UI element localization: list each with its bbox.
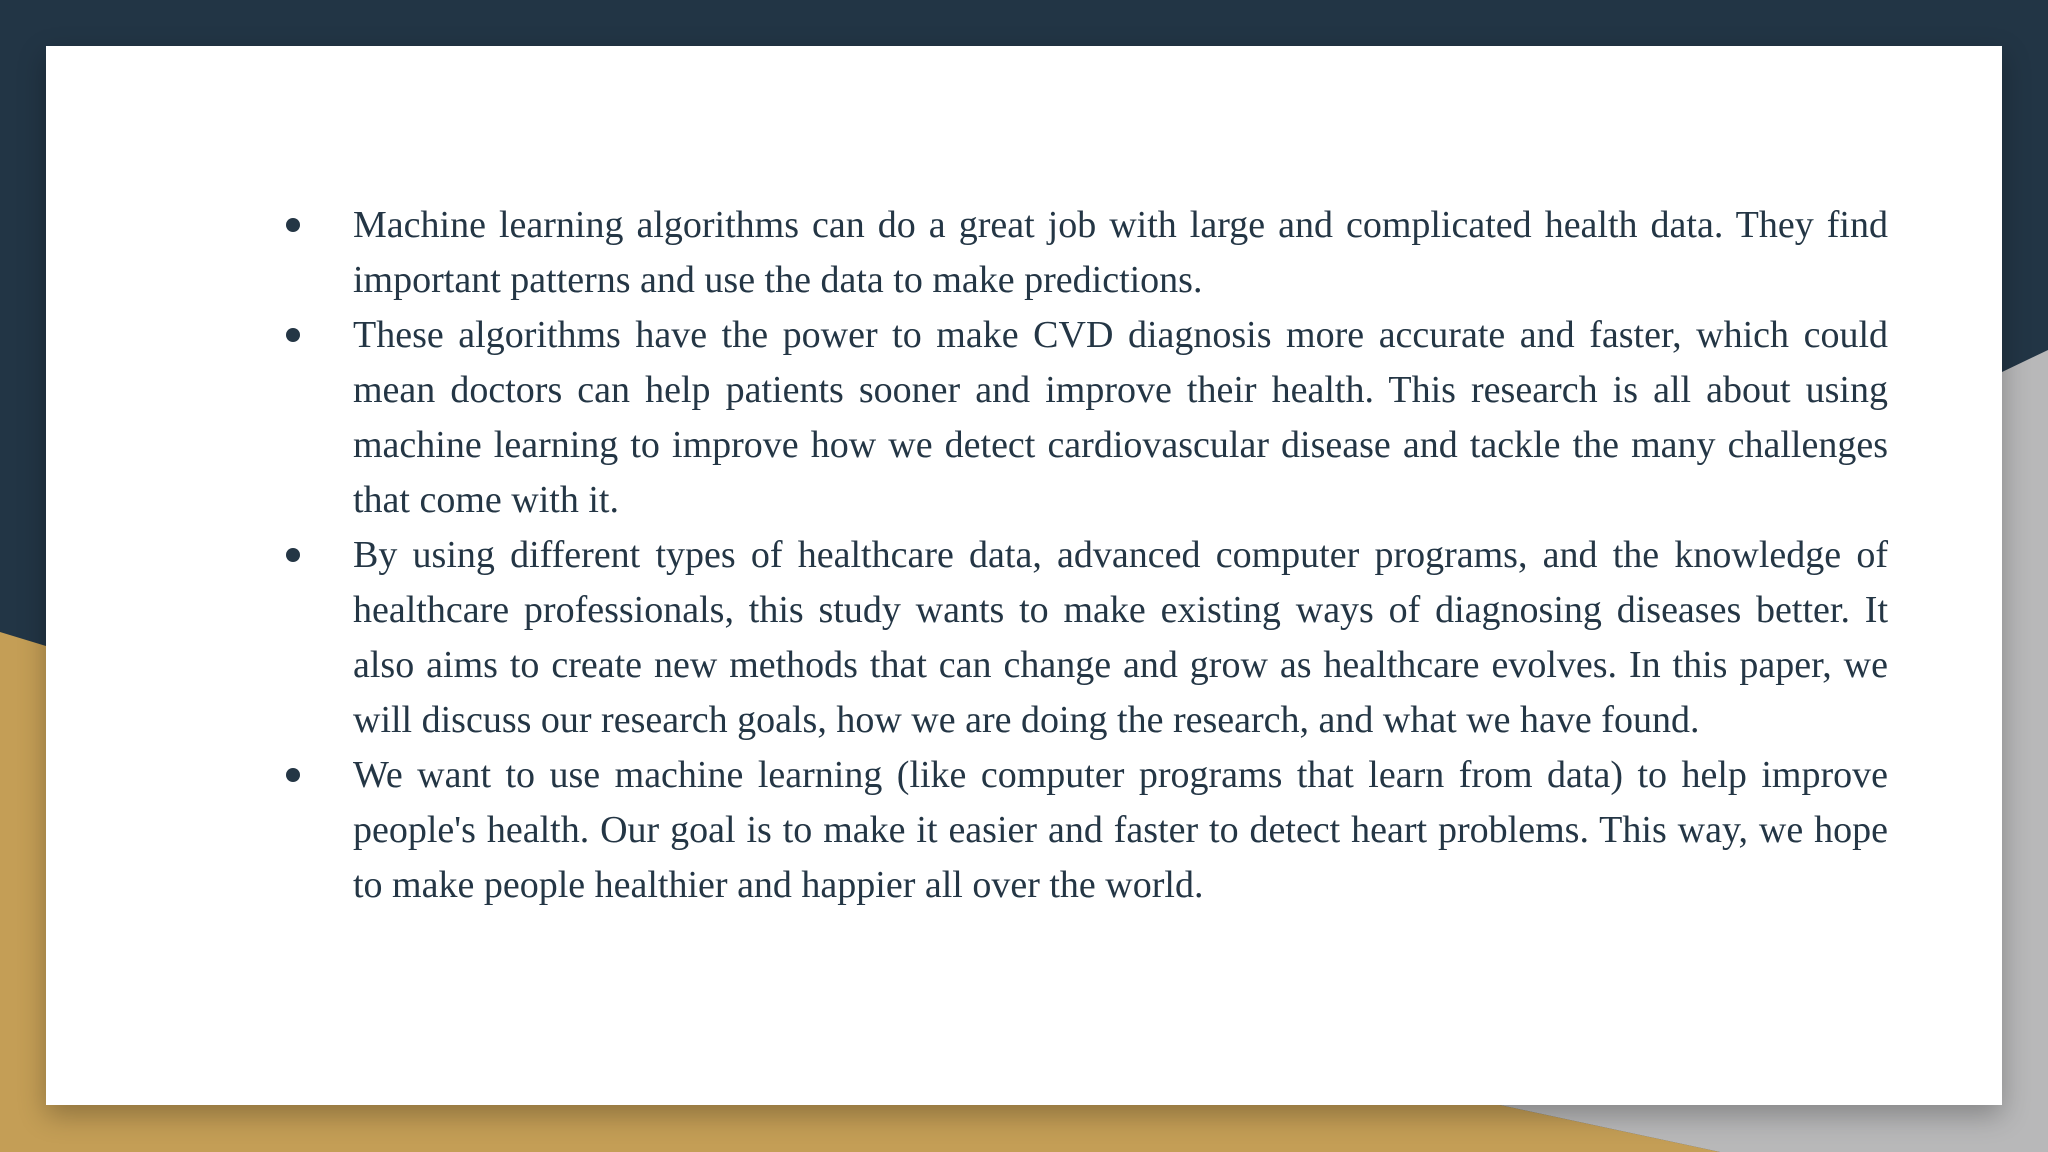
bullet-text-health-goal: We want to use machine learning (like computer programs that learn from data) to help improve people's health. Our goal is to make it easier and faster to detect heart problems. This way, we hope to make people healthier and happier all over the world. [353, 754, 1888, 906]
bullet-text-healthcare-data: By using different types of healthcare data, advanced computer programs, and the knowledge of healthcare professionals, this study wants to make existing ways of diagnosing diseases better. It also aims to create new methods that can change and grow as healthcare evolves. In this paper, we will discuss our research goals, how we are doing the research, and what we have found. [353, 534, 1888, 741]
bullet-item-health-goal [306, 748, 1888, 913]
bullet-item-cvd-diagnosis [306, 308, 1888, 528]
bullet-item-machine-learning [306, 198, 1888, 308]
bullet-marker [286, 328, 300, 342]
bullet-marker [286, 218, 300, 232]
bullet-marker [286, 768, 300, 782]
bullet-list [306, 198, 1888, 913]
bullet-marker [286, 548, 300, 562]
bullet-text-machine-learning: Machine learning algorithms can do a great job with large and complicated health data. They find important patterns and use the data to make predictions. [353, 204, 1888, 301]
bullet-item-healthcare-data [306, 528, 1888, 748]
bullet-text-cvd-diagnosis: These algorithms have the power to make CVD diagnosis more accurate and faster, which could mean doctors can help patients sooner and improve their health. This research is all about using machine learning to improve how we detect cardiovascular disease and tackle the many challenges that come with it. [353, 314, 1888, 521]
slide-card [46, 46, 2002, 1105]
